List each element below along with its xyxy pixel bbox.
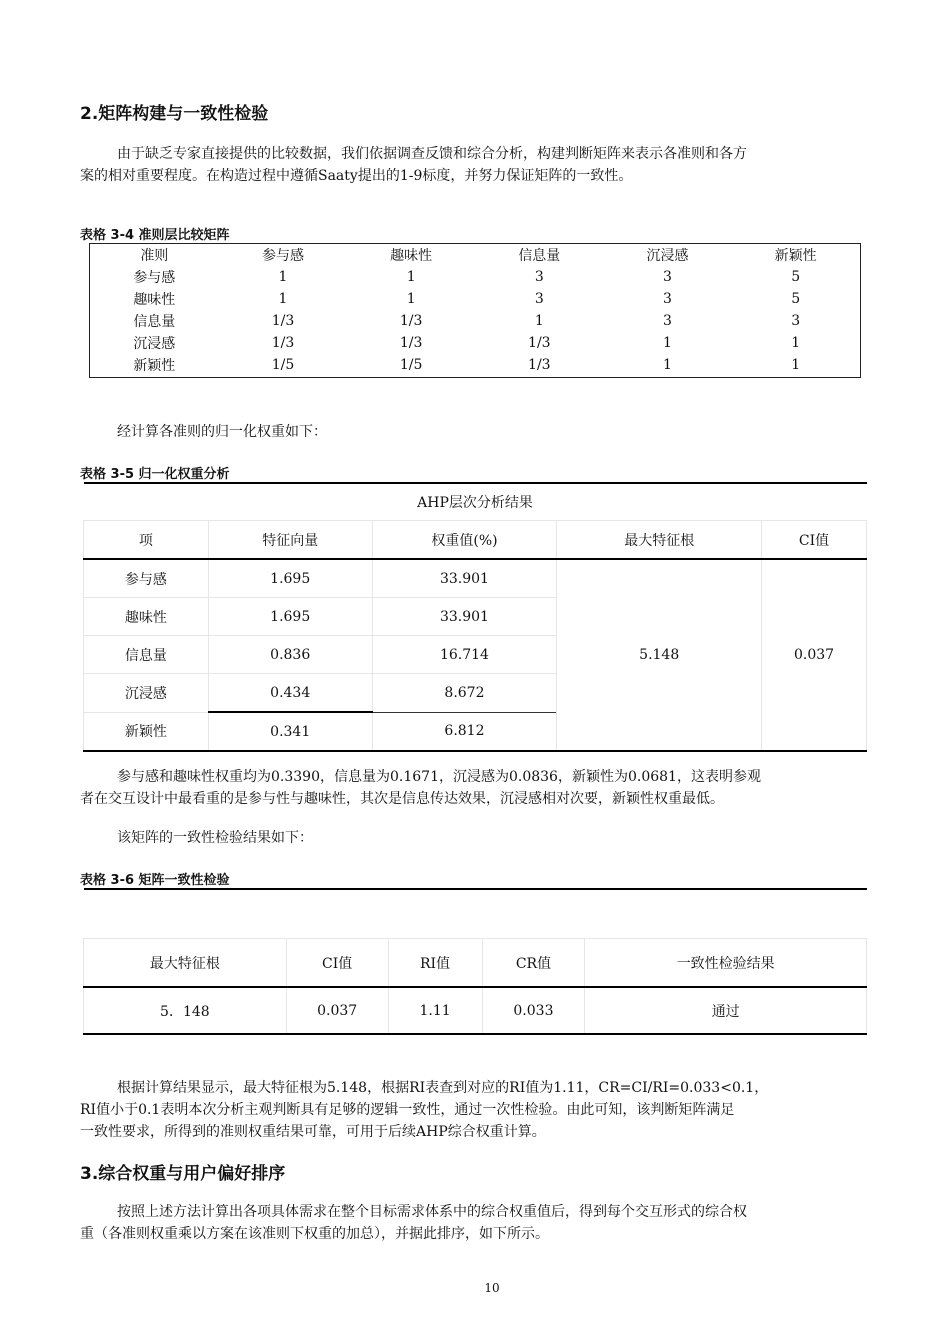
header-cell: 权重值(%) [372,521,557,560]
consistency-check-table [83,888,867,1035]
weights-explanation [80,766,870,810]
intro-paragraph [80,143,870,187]
table-cell: 1 [278,269,288,285]
table-cell: 16.714 [372,636,557,674]
table-cell: 1/3 [271,313,295,329]
table-cell: 1/3 [271,335,295,351]
table-row [90,288,860,310]
table-cell: 5．148 [84,987,287,1034]
table-cell: 参与感 [84,559,209,598]
table-cell: 0.033 [482,987,585,1034]
table-cell: 趣味性 [84,598,209,636]
intro-line-1: 由于缺乏专家直接提供的比较数据，我们依据调查反馈和综合分析，构建判断矩阵来表示各准则和各方 [117,146,747,162]
header-cell: CI值 [762,521,867,560]
table-cell: 8.672 [372,674,557,713]
result-line-1: 根据计算结果显示，最大特征根为5.148，根据RI表查到对应的RI值为1.11，CR=CI/RI=0.033<0.1， [117,1080,769,1096]
table-cell: 1.695 [208,559,372,598]
table-cell: 1/3 [528,335,551,351]
table-cell: 3 [663,313,672,329]
table-cell: 1/3 [399,313,423,329]
table-cell: 33.901 [372,559,557,598]
normalized-weight-table [83,482,867,752]
table-cell: 信息量 [133,314,176,330]
table-cell: 1 [406,269,416,285]
page-number: 10 [484,1281,500,1295]
table-row [90,332,860,354]
table-cell: 3 [534,291,544,307]
header-cell: 新颖性 [774,248,817,264]
table-cell: 信息量 [84,636,209,674]
table-cell: 33.901 [372,598,557,636]
table-cell: 3 [791,313,801,329]
header-cell: RI值 [388,939,482,988]
result-explanation [80,1077,870,1143]
header-cell: 沉浸感 [646,248,689,264]
header-cell: 一致性检验结果 [585,939,867,988]
table-row [90,266,860,288]
table-row [90,310,860,332]
result-line-2: RI值小于0.1表明本次分析主观判断具有足够的逻辑一致性，通过一次性检验。由此可知，该判断矩阵满足 [80,1102,735,1118]
header-cell: CI值 [286,939,388,988]
section-heading-2: 2.矩阵构建与一致性检验 [80,104,269,124]
table-3-4-caption: 表格 3-4 准则层比较矩阵 [80,228,230,243]
max-eigenvalue-cell: 5.148 [557,559,762,751]
table-cell: 0.434 [208,674,372,713]
header-cell: 趣味性 [390,248,433,264]
table-cell: 1 [406,291,416,307]
table-cell: 1 [278,291,288,307]
ci-value-cell: 0.037 [762,559,867,751]
table-3-6-caption: 表格 3-6 矩阵一致性检验 [80,873,230,888]
consistency-intro: 该矩阵的一致性检验结果如下： [117,830,313,846]
table-row [84,987,867,1034]
table-cell: 1/3 [399,335,423,351]
table-cell: 1 [663,357,672,373]
weights-intro: 经计算各准则的归一化权重如下： [117,424,327,440]
table-cell: 1.695 [208,598,372,636]
table-cell: 1/3 [528,357,551,373]
table-cell: 沉浸感 [133,336,176,352]
criteria-comparison-matrix [89,243,861,378]
header-cell: 最大特征根 [557,521,762,560]
section3-paragraph [80,1201,870,1245]
table-cell: 0.341 [208,712,372,751]
table-3-5-caption: 表格 3-5 归一化权重分析 [80,467,230,482]
table-title: AHP层次分析结果 [84,483,867,521]
header-cell: 项 [84,521,209,560]
result-line-3: 一致性要求，所得到的准则权重结果可靠，可用于后续AHP综合权重计算。 [80,1124,546,1140]
table-cell: 沉浸感 [84,674,209,713]
table-cell: 趣味性 [133,292,176,308]
table-row [84,559,867,598]
table-cell: 1 [534,313,544,329]
table-cell: 1.11 [388,987,482,1034]
table-cell: 1 [791,335,801,351]
table-cell: 通过 [585,987,867,1034]
table-cell: 3 [534,269,544,285]
table-row [90,354,860,376]
header-cell: 信息量 [518,248,561,264]
header-cell: 参与感 [261,248,304,264]
table-blank-title-row [84,889,867,939]
header-cell: 最大特征根 [84,939,287,988]
table-cell: 3 [663,269,672,285]
section3-line-1: 按照上述方法计算出各项具体需求在整个目标需求体系中的综合权重值后，得到每个交互形式的综合权 [117,1204,747,1220]
table-cell: 6.812 [372,712,557,751]
header-cell: CR值 [482,939,585,988]
table-cell: 1/5 [399,357,423,373]
weights-line-2: 者在交互设计中最看重的是参与性与趣味性，其次是信息传达效果，沉浸感相对次要，新颖性权重最低。 [80,791,724,807]
table-cell: 参与感 [133,270,176,286]
table-header-row [84,939,867,988]
blank-title-cell [84,889,867,939]
table-cell: 新颖性 [133,358,176,374]
intro-line-2: 案的相对重要程度。在构造过程中遵循Saaty提出的1-9标度，并努力保证矩阵的一致性。 [80,168,633,184]
table-cell: 0.836 [208,636,372,674]
table-header-row [84,521,867,560]
section-heading-3: 3.综合权重与用户偏好排序 [80,1164,286,1184]
table-cell: 3 [663,291,672,307]
weights-line-1: 参与感和趣味性权重均为0.3390，信息量为0.1671，沉浸感为0.0836，新颖性为0.0681，这表明参观 [117,769,761,785]
table-cell: 1 [663,335,672,351]
table-cell: 0.037 [286,987,388,1034]
table-cell: 1/5 [271,357,295,373]
table-header-row [90,244,860,266]
header-cell: 准则 [140,248,169,264]
table-cell: 5 [791,291,801,307]
table-cell: 1 [791,357,801,373]
header-cell: 特征向量 [208,521,372,560]
section3-line-2: 重（各准则权重乘以方案在该准则下权重的加总），并据此排序，如下所示。 [80,1226,549,1242]
table-cell: 新颖性 [84,712,209,751]
table-cell: 5 [791,269,801,285]
table-title-row [84,483,867,521]
